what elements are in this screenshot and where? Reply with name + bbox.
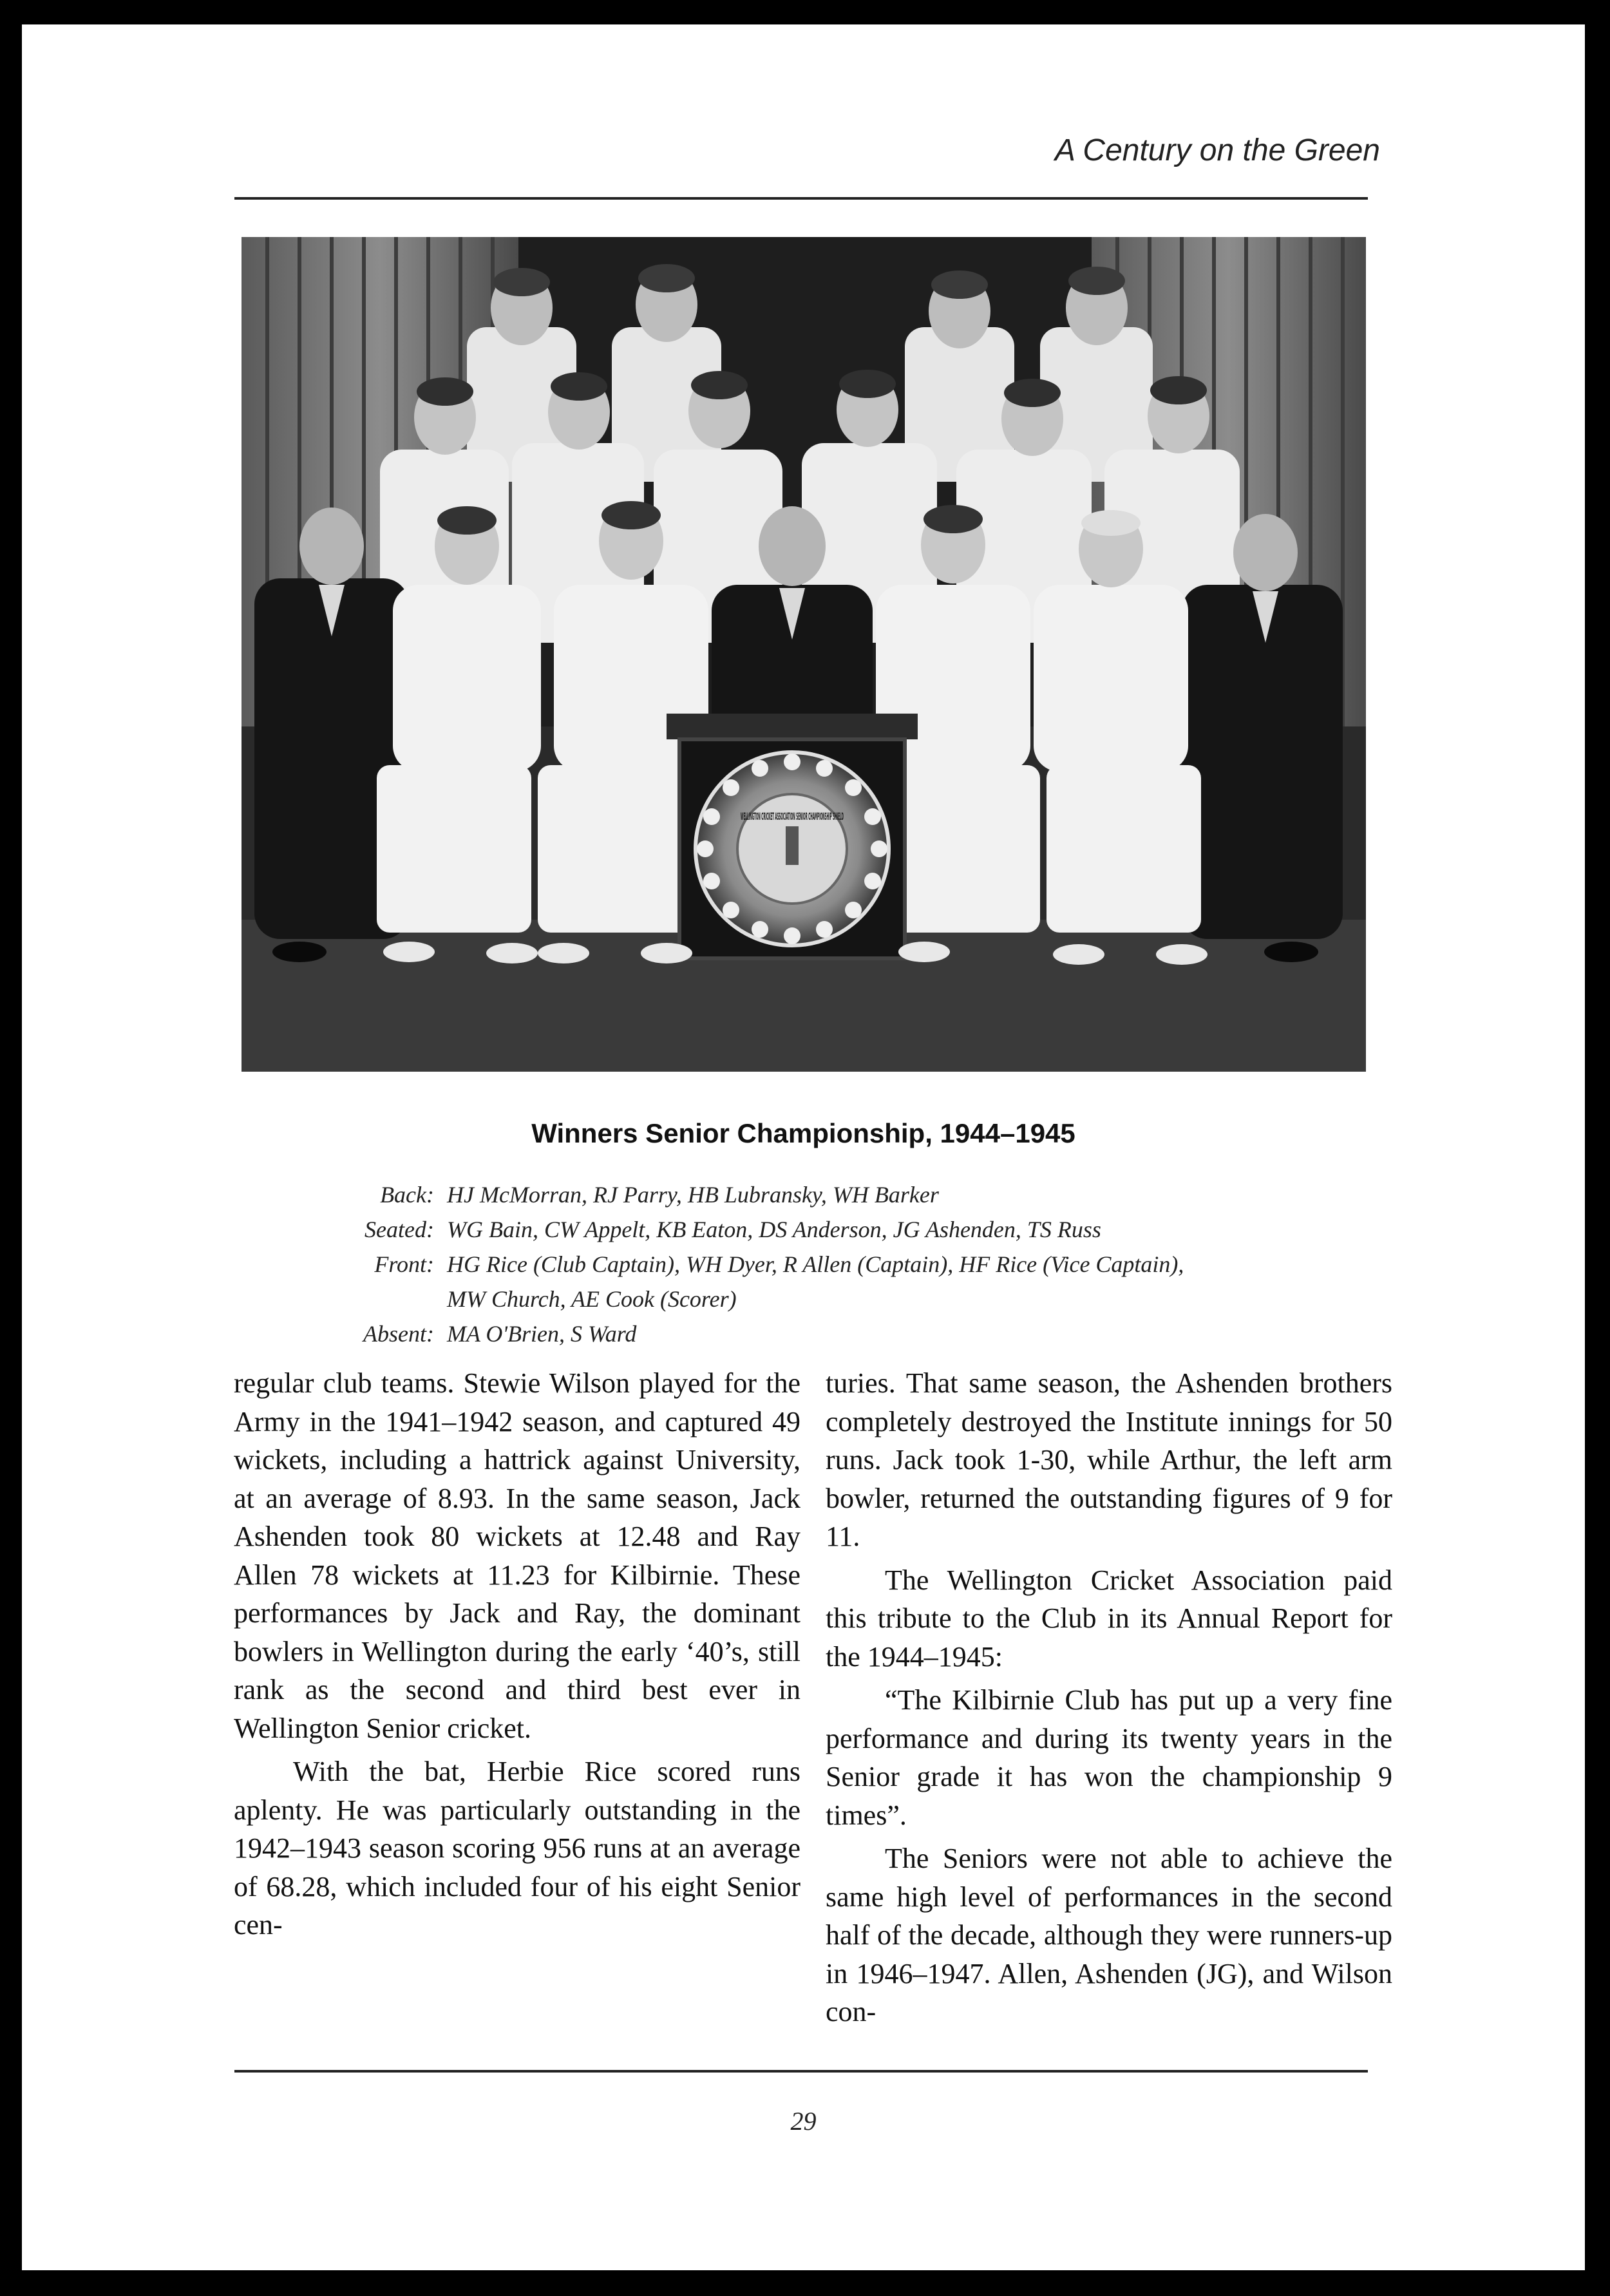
team-photograph bbox=[242, 237, 1366, 1072]
header-rule bbox=[234, 197, 1368, 200]
caption-row-front-continued: MW Church, AE Cook (Scorer) bbox=[447, 1286, 737, 1312]
caption-label: Back: bbox=[380, 1182, 434, 1208]
paragraph: turies. That same season, the Ashenden brothers completely destroyed the Institute innings for 50 runs. Jack took 1-30, while Arthur, the left arm bowler, returned the outstanding figures of 9 for 11. bbox=[826, 1367, 1392, 1552]
caption-value: WG Bain, CW Appelt, KB Eaton, DS Anderson, JG Ashenden, TS Russ bbox=[447, 1217, 1101, 1242]
quotation-paragraph: “The Kilbirnie Club has put up a very fine performance and during its twenty years in the Senior grade it has won the championship 9 times”. bbox=[826, 1684, 1392, 1831]
caption-value: MA O'Brien, S Ward bbox=[447, 1321, 637, 1347]
caption-label: Seated: bbox=[365, 1217, 434, 1242]
paragraph: regular club teams. Stewie Wilson played for the Army in the 1941–1942 season, and captured 49 wickets, including a hattrick against University, at an average of 8.93. In the same season, Jack Ashenden took 80 wickets at 12.48 and Ray Allen 78 wickets at 11.23 for Kilbirnie. These performances by Jack and Ray, the dominant bowlers in Wellington during the early ‘40’s, still rank as the second and third best ever in Wellington Senior cricket. bbox=[234, 1367, 800, 1744]
caption-row-front bbox=[325, 1247, 1184, 1282]
shield-inscription: WELLINGTON CRICKET ASSOCIATION SENIOR CHAMPIONSHIP SHIELD bbox=[741, 810, 844, 822]
caption-row-absent bbox=[325, 1316, 1184, 1351]
body-column-right bbox=[826, 1364, 1392, 2031]
caption-row-back bbox=[325, 1177, 1184, 1212]
body-column-left bbox=[234, 1364, 800, 1944]
page-number: 29 bbox=[790, 2107, 817, 2136]
book-page bbox=[22, 24, 1585, 2270]
paragraph: The Seniors were not able to achieve the same high level of performances in the second half of the decade, although they were runners-up in 1946–1947. Allen, Ashenden (JG), and Wilson con- bbox=[826, 1843, 1392, 2027]
caption-value: HG Rice (Club Captain), WH Dyer, R Allen (Captain), HF Rice (Vice Captain), bbox=[447, 1251, 1184, 1277]
caption-label: Front: bbox=[374, 1251, 434, 1277]
running-title: A Century on the Green bbox=[1054, 133, 1380, 167]
paragraph: With the bat, Herbie Rice scored runs aplenty. He was particularly outstanding in the 1942–1943 season scoring 956 runs at an average of 68.28, which included four of his eight Senior cen- bbox=[234, 1756, 800, 1940]
footer-rule bbox=[234, 2070, 1368, 2073]
paragraph: The Wellington Cricket Association paid this tribute to the Club in its Annual Report for the 1944–1945: bbox=[826, 1564, 1392, 1673]
caption-names bbox=[325, 1177, 1184, 1351]
caption-row-seated bbox=[325, 1212, 1184, 1247]
photo-caption-title: Winners Senior Championship, 1944–1945 bbox=[531, 1118, 1075, 1148]
caption-value: HJ McMorran, RJ Parry, HB Lubransky, WH Barker bbox=[447, 1182, 939, 1208]
caption-label: Absent: bbox=[363, 1321, 434, 1347]
